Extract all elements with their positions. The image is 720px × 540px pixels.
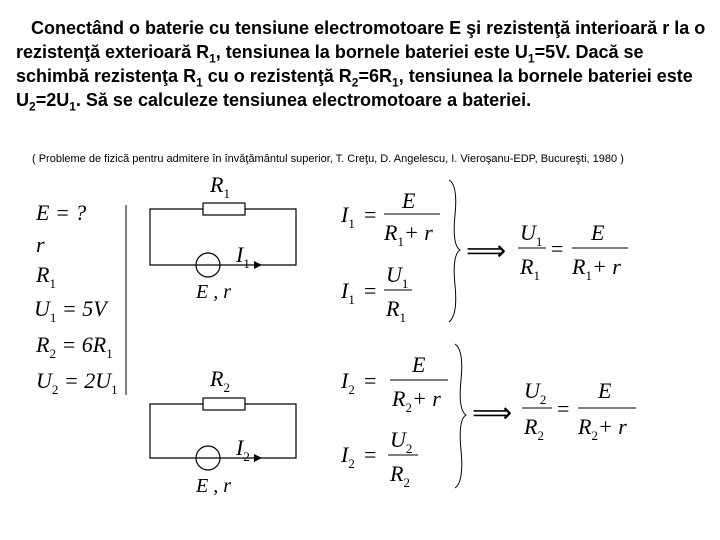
- eq2-result-num2: E: [598, 378, 612, 403]
- eq2-numerator: E: [412, 352, 426, 377]
- circuit2-resistor-label: $R_2$: [210, 366, 230, 395]
- eq2-current-b: $I_2$: [341, 442, 355, 471]
- circuit2-wire-right: [220, 404, 296, 458]
- subscript: 2: [351, 75, 359, 90]
- r1-symbol: $R_1$: [36, 262, 56, 291]
- problem-text: =6R: [358, 66, 393, 86]
- eq1-numerator: E: [402, 188, 416, 213]
- subscript: 1: [196, 75, 203, 90]
- circuit-2: [150, 366, 296, 497]
- problem-text: Conectând o baterie cu tensiune electromotoare E şi rezistenţă interioară r la o rezistenţă exterioară R: [16, 18, 706, 62]
- current-arrow-icon: [254, 454, 262, 462]
- circuit2-source-label: E , r: [196, 475, 231, 497]
- equations-1: [340, 180, 628, 325]
- eq1-equals: =: [364, 202, 377, 227]
- r-symbol: r: [36, 232, 45, 257]
- eq1-denominator-b: $R_1$: [386, 296, 406, 325]
- eq1-current: $I_1$: [341, 202, 355, 231]
- given-data: [34, 200, 126, 397]
- eq2-numerator-b: $U_2$: [390, 427, 413, 456]
- eq2-result-den1: $R_2$: [524, 414, 544, 443]
- eq1-result-den1: $R_1$: [520, 254, 540, 283]
- eq2-equals: =: [364, 368, 377, 393]
- subscript: 1: [209, 51, 216, 66]
- eq1-result-equals: =: [551, 236, 564, 261]
- subscript: 1: [392, 75, 399, 90]
- r2-given: $R_2 = 6R_1$: [36, 332, 113, 361]
- right-brace-icon: [449, 180, 460, 322]
- u2-given: $U_2 = 2U_1$: [36, 368, 118, 397]
- eq2-result-den2: $R_2+ r$: [578, 414, 627, 443]
- circuit1-source-label: E , r: [196, 281, 231, 303]
- e-unknown: E = ?: [36, 200, 87, 225]
- eq2-result-equals: =: [557, 396, 570, 421]
- eq1-result-num2: E: [591, 220, 605, 245]
- eq2-result-num1: $U_2$: [524, 378, 547, 407]
- circuit-1: [150, 172, 296, 303]
- problem-text: . Să se calculeze tensiunea electromotoare a bateriei.: [75, 90, 532, 110]
- circuit1-wire-right: [220, 209, 296, 265]
- eq1-current-b: $I_1$: [341, 278, 355, 307]
- eq1-equals-b: =: [364, 278, 377, 303]
- subscript: 1: [527, 51, 535, 66]
- implies-arrow-icon: ⟹: [466, 236, 507, 267]
- eq1-result-num1: $U_1$: [520, 220, 543, 249]
- u1-given: $U_1 = 5V$: [34, 296, 107, 325]
- circuit1-current-label: $I_1$: [236, 242, 250, 271]
- problem-text: , tensiunea la bornele bateriei este U: [16, 66, 693, 110]
- equations-2: [340, 344, 636, 490]
- eq1-result-den2: $R_1+ r$: [572, 254, 621, 283]
- implies-arrow-icon: ⟹: [472, 398, 513, 429]
- eq2-current: $I_2$: [341, 368, 355, 397]
- problem-text: =2U: [35, 90, 70, 110]
- right-brace-icon: [455, 344, 466, 488]
- circuit2-wire-left: [150, 404, 203, 458]
- subscript: 1: [69, 99, 76, 114]
- circuit1-resistor-label: $R_1$: [210, 172, 230, 201]
- circuit2-current-label: $I_2$: [236, 435, 250, 464]
- subscript: 2: [29, 99, 36, 114]
- current-arrow-icon: [254, 261, 262, 269]
- source-citation: ( Probleme de fizică pentru admitere în învăţământul superior, T. Creţu, D. Angelescu, I. Vieroşanu-EDP, Bucureşti, 1980 ): [32, 153, 624, 165]
- circuit1-resistor: [203, 203, 245, 215]
- eq1-numerator-b: $U_1$: [386, 262, 409, 291]
- eq2-denominator: $R_2+ r$: [392, 386, 441, 415]
- problem-text: cu o rezistenţă R: [202, 66, 352, 86]
- eq1-denominator: $R_1+ r$: [384, 220, 433, 249]
- problem-text: =5V. Dacă se schimbă rezistenţa R: [16, 42, 644, 86]
- eq2-denominator-b: $R_2$: [390, 461, 410, 490]
- problem-text: , tensiunea la bornele bateriei este U: [215, 42, 528, 62]
- eq2-equals-b: =: [364, 442, 377, 467]
- circuit2-resistor: [203, 398, 245, 410]
- circuit1-wire-left: [150, 209, 203, 265]
